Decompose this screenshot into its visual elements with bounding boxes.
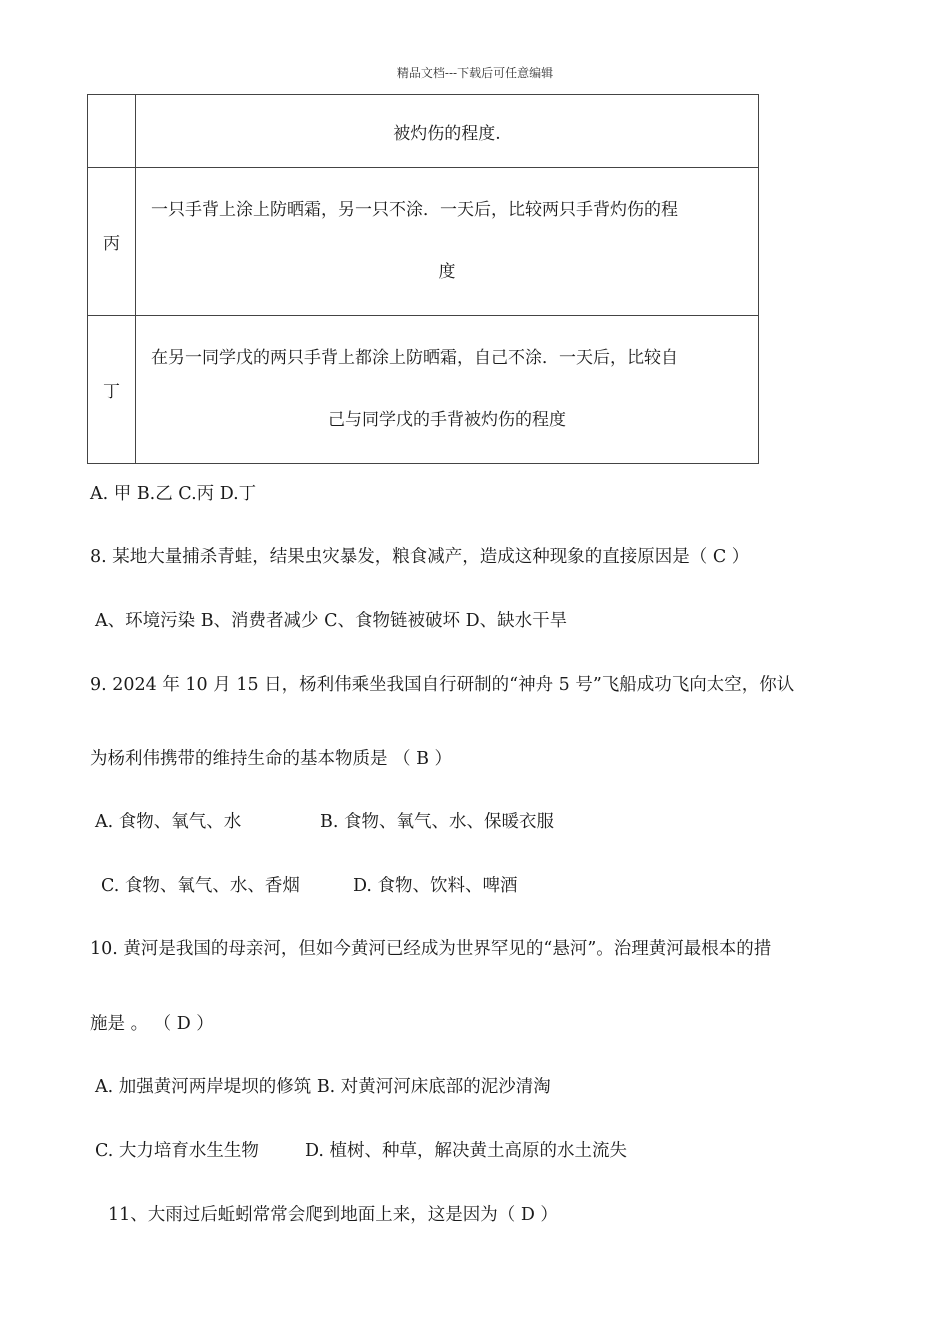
row-text-line: 一只手背上涂上防晒霜，另一只不涂．一天后，比较两只手背灼伤的程 <box>151 199 678 220</box>
page-header: 精品文档---下载后可任意编辑 <box>396 66 554 80</box>
row-content <box>136 95 759 168</box>
q7-options: A. 甲 B.乙 C.丙 D.丁 <box>90 484 257 504</box>
row-text-line: 度 <box>438 261 456 282</box>
table-row <box>88 316 759 464</box>
q9-option-a: A. 食物、氧气、水 <box>95 812 242 832</box>
q10-options-ab: A. 加强黄河两岸堤坝的修筑 B. 对黄河河床底部的泥沙清淘 <box>95 1077 551 1097</box>
table-row <box>88 168 759 316</box>
question-10-line2: 施是 。 （ D ） <box>90 1014 214 1034</box>
row-content <box>136 168 759 316</box>
question-9-line1: 9. 2024 年 10 月 15 日，杨利伟乘坐我国自行研制的“神舟 5 号”飞船成功飞向太空，你认 <box>90 675 795 695</box>
row-label <box>88 95 136 168</box>
q9-option-d: D. 食物、饮料、啤酒 <box>353 876 518 896</box>
row-label: 丁 <box>88 316 136 464</box>
row-content <box>136 316 759 464</box>
table-row <box>88 95 759 168</box>
row-label: 丙 <box>88 168 136 316</box>
question-9-line2: 为杨利伟携带的维持生命的基本物质是 （ B ） <box>90 749 453 769</box>
q9-option-c: C. 食物、氧气、水、香烟 <box>101 876 300 896</box>
q10-option-d: D. 植树、种草，解决黄土高原的水土流失 <box>305 1141 628 1161</box>
experiment-table <box>87 94 759 464</box>
row-text-line: 在另一同学戊的两只手背上都涂上防晒霜，自己不涂．一天后，比较自 <box>151 347 678 368</box>
question-10-line1: 10. 黄河是我国的母亲河，但如今黄河已经成为世界罕见的“悬河”。治理黄河最根本的措 <box>90 939 772 959</box>
question-11: 11、大雨过后蚯蚓常常会爬到地面上来，这是因为（ D ） <box>108 1205 558 1225</box>
row-text-line: 己与同学戊的手背被灼伤的程度 <box>328 409 566 430</box>
question-8: 8. 某地大量捕杀青蛙，结果虫灾暴发，粮食减产，造成这种现象的直接原因是（ C ） <box>90 547 750 567</box>
row-text-line: 被灼伤的程度. <box>393 123 501 144</box>
q8-options: A、环境污染 B、消费者减少 C、食物链被破坏 D、缺水干旱 <box>95 611 568 631</box>
q9-option-b: B. 食物、氧气、水、保暖衣服 <box>320 812 554 832</box>
q10-option-c: C. 大力培育水生生物 <box>95 1141 259 1161</box>
